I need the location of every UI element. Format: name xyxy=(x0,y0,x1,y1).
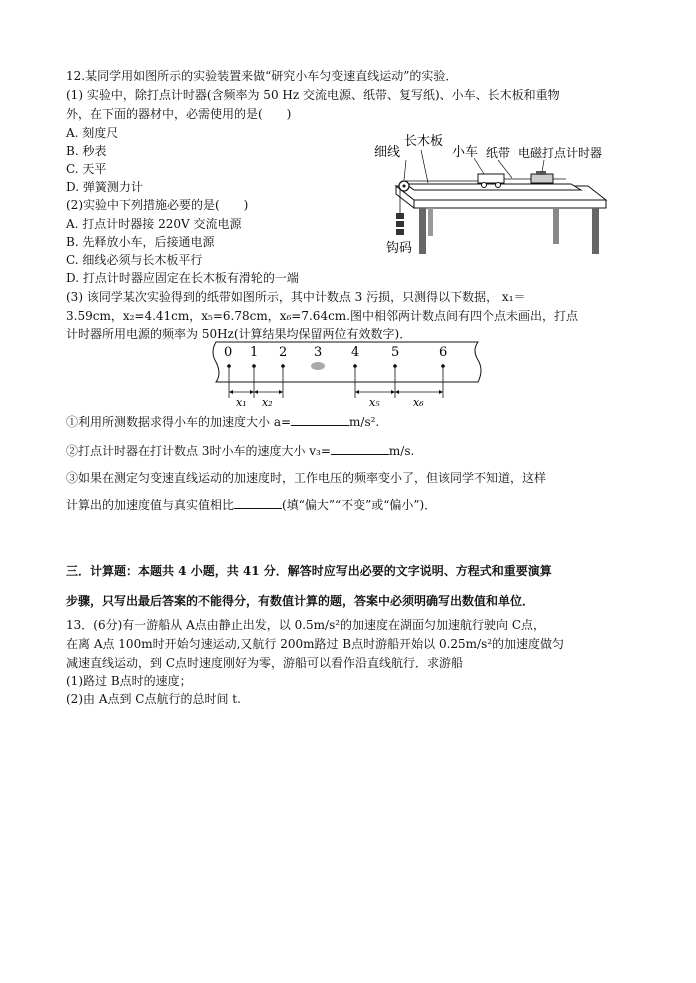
q12-fill3-prefix: 计算出的加速度值与真实值相比 xyxy=(66,498,235,512)
point-label-5: 5 xyxy=(391,345,400,360)
q12-fill3-suffix: (填“偏大”“不变”或“偏小”)． xyxy=(282,498,437,512)
q12-part2-option-b: B. 先释放小车，后接通电源 xyxy=(66,235,215,249)
table-leg xyxy=(428,208,433,236)
arrowhead xyxy=(355,390,359,394)
timer-body xyxy=(531,174,553,183)
q13-sub1: (1)路过 B点时的速度； xyxy=(66,674,192,688)
q12-fill1 xyxy=(66,414,379,431)
q12-part3-line3: 计时器所用电源的频率为 50Hz(计算结果均保留两位有效数字)． xyxy=(66,327,412,341)
q12-fill1-prefix: ①利用所测数据求得小车的加速度大小 a= xyxy=(66,415,292,429)
section3-heading-line1: 三．计算题：本题共 4 小题，共 41 分．解答时应写出必要的文字说明、方程式和重要演算 xyxy=(66,564,552,578)
leader-line xyxy=(542,160,544,172)
point-label-2: 2 xyxy=(279,345,288,360)
timer-top xyxy=(536,171,546,175)
table-leg xyxy=(592,208,599,254)
label-tape: 纸带 xyxy=(486,146,511,160)
arrowhead xyxy=(439,390,443,394)
table-edge xyxy=(414,200,606,208)
q13-sub2: (2)由 A点到 C点航行的总时间 t. xyxy=(66,692,241,706)
segment-label-x6: x₆ xyxy=(413,396,424,409)
q12-part1-option-c: C. 天平 xyxy=(66,162,107,176)
q12-part3-line1-text: (3) 该同学某次实验得到的纸带如图所示，其中计数点 3 污损，只测得以下数据， xyxy=(66,290,499,304)
answer-blank-velocity[interactable] xyxy=(331,443,389,455)
point-label-3: 3 xyxy=(314,345,323,360)
cart-body xyxy=(478,174,504,183)
label-weights: 钩码 xyxy=(386,241,413,256)
q12-fill2-unit: m/s. xyxy=(388,444,415,458)
weight-block xyxy=(396,221,404,227)
q12-fill3-line2 xyxy=(66,497,436,514)
q12-part1-line2: 外，在下面的器材中，必需使用的是( ) xyxy=(66,107,292,121)
q12-part2-option-a: A. 打点计时器接 220V 交流电源 xyxy=(66,217,242,231)
paper-tape-figure xyxy=(212,340,482,410)
q12-part3-x1: x₁＝ xyxy=(501,290,526,304)
q12-stem: 12.某同学用如图所示的实验装置来做“研究小车匀变速直线运动”的实验． xyxy=(66,69,458,83)
table-leg xyxy=(419,208,426,254)
q12-part2-option-d: D. 打点计时器应固定在长木板有滑轮的一端 xyxy=(66,271,299,285)
weight-block xyxy=(396,229,404,235)
label-long-board: 长木板 xyxy=(404,134,444,149)
arrowhead xyxy=(395,390,399,394)
point-label-4: 4 xyxy=(351,345,360,360)
q12-part2-option-c: C. 细线必须与长木板平行 xyxy=(66,253,203,267)
q12-part1-line1: (1) 实验中，除打点计时器(含频率为 50 Hz 交流电源、纸带、复写纸)、小车、长木板和重物 xyxy=(66,88,560,102)
q12-part3-line1 xyxy=(66,289,526,306)
section3-heading-line2: 步骤，只写出最后答案的不能得分，有数值计算的题，答案中必须明确写出数值和单位． xyxy=(66,594,535,608)
q12-fill1-unit: m/s². xyxy=(349,415,380,429)
q12-part2-stem: (2)实验中下列措施必要的是( ) xyxy=(66,198,249,212)
q13-line1: 13．(6分)有一游船从 A点由静止出发，以 0.5m/s²的加速度在湖面匀加速航行驶向 C点， xyxy=(66,618,546,632)
arrowhead xyxy=(391,390,395,394)
q12-part1-option-d: D. 弹簧测力计 xyxy=(66,180,143,194)
q12-part1-option-a: A. 刻度尺 xyxy=(66,126,119,140)
arrowhead xyxy=(254,390,258,394)
q12-part3-line2: 3.59cm，x₂=4.41cm，x₅=6.78cm，x₆=7.64cm.图中相邻两计数点间有四个点未画出，打点 xyxy=(66,309,578,323)
leader-line xyxy=(404,160,406,180)
weight-block xyxy=(396,213,404,219)
point-label-0: 0 xyxy=(224,345,233,360)
table-leg xyxy=(553,208,559,244)
q12-fill2-prefix: ②打点计时器在打计数点 3时小车的速度大小 v₃= xyxy=(66,444,331,458)
point-label-1: 1 xyxy=(250,345,259,360)
q13-line3: 减速直线运动，到 C点时速度刚好为零，游船可以看作沿直线航行．求游船 xyxy=(66,656,463,670)
answer-blank-acceleration[interactable] xyxy=(291,414,349,426)
segment-label-x5: x₅ xyxy=(369,396,380,409)
point-label-6: 6 xyxy=(439,345,448,360)
leader-line xyxy=(421,150,428,183)
label-string: 细线 xyxy=(374,145,401,160)
label-timer: 电磁打点计时器 xyxy=(518,146,603,160)
apparatus-figure xyxy=(366,128,616,258)
q13-line2: 在离 A点 100m时开始匀速运动,又航行 200m路过 B点时游船开始以 0.25m/s²的加速度做匀 xyxy=(66,637,565,651)
answer-blank-comparison[interactable] xyxy=(234,497,282,509)
arrowhead xyxy=(229,390,233,394)
cart-wheel xyxy=(482,183,487,188)
arrowhead xyxy=(250,390,254,394)
q12-part1-option-b: B. 秒表 xyxy=(66,144,107,158)
segment-label-x2: x₂ xyxy=(262,396,273,409)
leader-line xyxy=(474,158,484,174)
smudged-point xyxy=(311,362,325,370)
arrowhead xyxy=(279,390,283,394)
cart-wheel xyxy=(496,183,501,188)
long-board xyxy=(406,184,581,190)
label-cart: 小车 xyxy=(452,145,479,160)
segment-label-x1: x₁ xyxy=(236,396,247,409)
q12-fill2 xyxy=(66,443,414,460)
q12-fill3-line1: ③如果在测定匀变速直线运动的加速度时，工作电压的频率变小了，但该同学不知道，这样 xyxy=(66,471,547,485)
pulley-axle xyxy=(403,185,406,188)
